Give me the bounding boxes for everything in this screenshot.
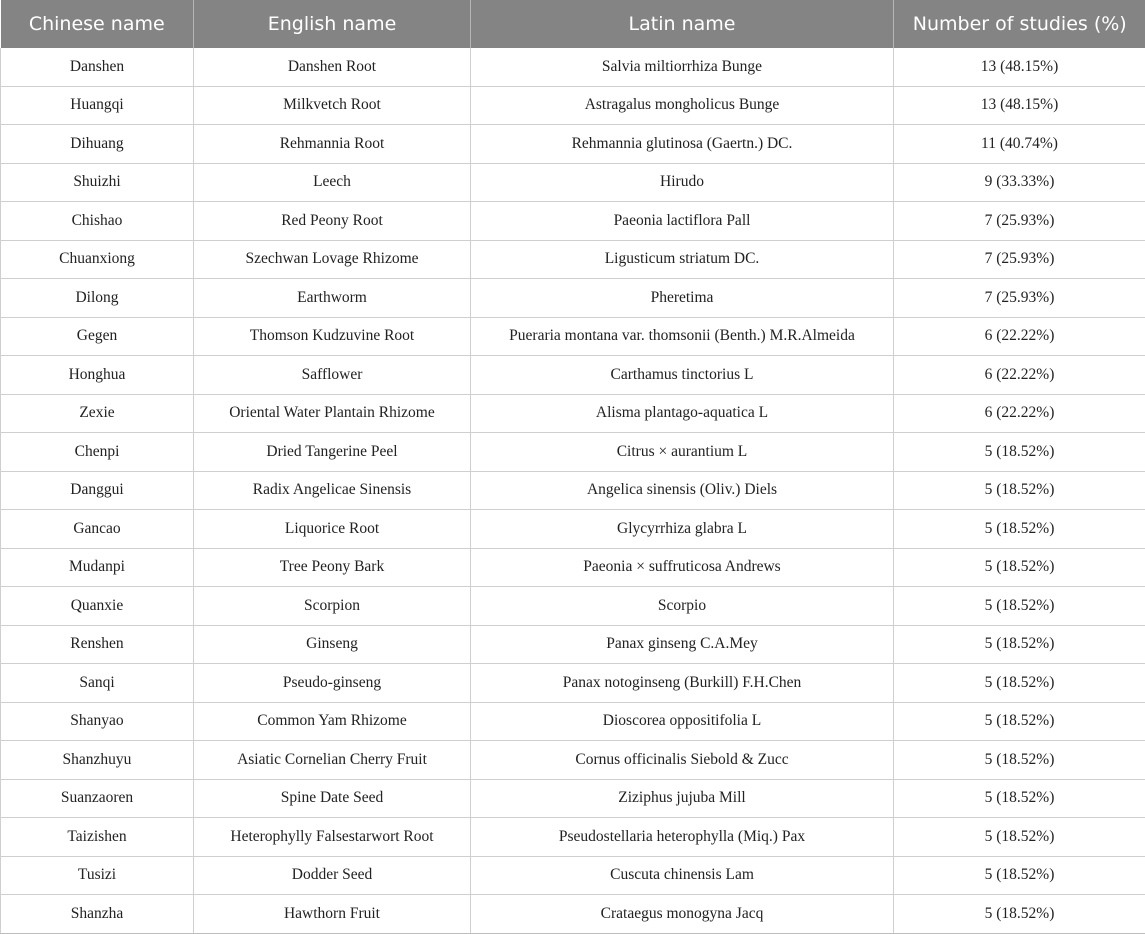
cell-latin-name: Paeonia × suffruticosa Andrews (471, 548, 894, 587)
cell-number-of-studies: 6 (22.22%) (894, 356, 1145, 395)
cell-chinese-name: Dihuang (1, 125, 194, 164)
cell-latin-name: Scorpio (471, 587, 894, 626)
table-row (1, 433, 1145, 472)
cell-chinese-name: Sanqi (1, 664, 194, 703)
cell-chinese-name: Shanzhuyu (1, 741, 194, 780)
cell-number-of-studies: 5 (18.52%) (894, 433, 1145, 472)
cell-english-name: Milkvetch Root (194, 86, 471, 125)
cell-number-of-studies: 5 (18.52%) (894, 895, 1145, 934)
cell-latin-name: Pueraria montana var. thomsonii (Benth.) M.R.Almeida (471, 317, 894, 356)
cell-number-of-studies: 5 (18.52%) (894, 818, 1145, 857)
cell-english-name: Red Peony Root (194, 202, 471, 241)
cell-latin-name: Pseudostellaria heterophylla (Miq.) Pax (471, 818, 894, 857)
cell-english-name: Dodder Seed (194, 856, 471, 895)
cell-english-name: Pseudo-ginseng (194, 664, 471, 703)
cell-latin-name: Alisma plantago-aquatica L (471, 394, 894, 433)
header-latin-name: Latin name (471, 0, 894, 48)
cell-number-of-studies: 5 (18.52%) (894, 471, 1145, 510)
cell-number-of-studies: 9 (33.33%) (894, 163, 1145, 202)
header-row (1, 0, 1145, 48)
header-number-of-studies: Number of studies (%) (894, 0, 1145, 48)
table-row (1, 279, 1145, 318)
cell-chinese-name: Danggui (1, 471, 194, 510)
cell-english-name: Oriental Water Plantain Rhizome (194, 394, 471, 433)
cell-english-name: Thomson Kudzuvine Root (194, 317, 471, 356)
table-row (1, 240, 1145, 279)
cell-english-name: Liquorice Root (194, 510, 471, 549)
cell-number-of-studies: 5 (18.52%) (894, 625, 1145, 664)
cell-chinese-name: Huangqi (1, 86, 194, 125)
cell-latin-name: Rehmannia glutinosa (Gaertn.) DC. (471, 125, 894, 164)
cell-chinese-name: Gegen (1, 317, 194, 356)
cell-chinese-name: Chuanxiong (1, 240, 194, 279)
cell-chinese-name: Shanyao (1, 702, 194, 741)
cell-number-of-studies: 13 (48.15%) (894, 48, 1145, 86)
cell-latin-name: Salvia miltiorrhiza Bunge (471, 48, 894, 86)
cell-chinese-name: Chenpi (1, 433, 194, 472)
cell-english-name: Spine Date Seed (194, 779, 471, 818)
cell-chinese-name: Honghua (1, 356, 194, 395)
table-row (1, 125, 1145, 164)
cell-number-of-studies: 7 (25.93%) (894, 202, 1145, 241)
cell-number-of-studies: 5 (18.52%) (894, 664, 1145, 703)
cell-english-name: Common Yam Rhizome (194, 702, 471, 741)
cell-chinese-name: Zexie (1, 394, 194, 433)
table-row (1, 741, 1145, 780)
cell-number-of-studies: 5 (18.52%) (894, 779, 1145, 818)
table-row (1, 202, 1145, 241)
table-row (1, 625, 1145, 664)
table-body (1, 48, 1145, 933)
cell-number-of-studies: 7 (25.93%) (894, 279, 1145, 318)
cell-english-name: Szechwan Lovage Rhizome (194, 240, 471, 279)
cell-latin-name: Carthamus tinctorius L (471, 356, 894, 395)
cell-number-of-studies: 13 (48.15%) (894, 86, 1145, 125)
cell-english-name: Asiatic Cornelian Cherry Fruit (194, 741, 471, 780)
cell-latin-name: Citrus × aurantium L (471, 433, 894, 472)
table-row (1, 48, 1145, 86)
cell-latin-name: Crataegus monogyna Jacq (471, 895, 894, 934)
cell-number-of-studies: 6 (22.22%) (894, 394, 1145, 433)
table-row (1, 895, 1145, 934)
cell-chinese-name: Shuizhi (1, 163, 194, 202)
cell-number-of-studies: 5 (18.52%) (894, 587, 1145, 626)
header-english-name: English name (194, 0, 471, 48)
table-row (1, 779, 1145, 818)
table-row (1, 356, 1145, 395)
cell-english-name: Danshen Root (194, 48, 471, 86)
cell-chinese-name: Quanxie (1, 587, 194, 626)
table-row (1, 856, 1145, 895)
cell-english-name: Ginseng (194, 625, 471, 664)
cell-english-name: Tree Peony Bark (194, 548, 471, 587)
cell-latin-name: Cornus officinalis Siebold & Zucc (471, 741, 894, 780)
cell-number-of-studies: 5 (18.52%) (894, 548, 1145, 587)
cell-latin-name: Ligusticum striatum DC. (471, 240, 894, 279)
cell-latin-name: Panax ginseng C.A.Mey (471, 625, 894, 664)
cell-chinese-name: Dilong (1, 279, 194, 318)
cell-english-name: Earthworm (194, 279, 471, 318)
cell-number-of-studies: 5 (18.52%) (894, 702, 1145, 741)
cell-english-name: Radix Angelicae Sinensis (194, 471, 471, 510)
cell-latin-name: Pheretima (471, 279, 894, 318)
cell-chinese-name: Tusizi (1, 856, 194, 895)
cell-latin-name: Glycyrrhiza glabra L (471, 510, 894, 549)
table-row (1, 86, 1145, 125)
table-row (1, 818, 1145, 857)
cell-number-of-studies: 11 (40.74%) (894, 125, 1145, 164)
cell-chinese-name: Gancao (1, 510, 194, 549)
cell-english-name: Scorpion (194, 587, 471, 626)
table-row (1, 548, 1145, 587)
cell-number-of-studies: 5 (18.52%) (894, 856, 1145, 895)
table-row (1, 510, 1145, 549)
cell-latin-name: Panax notoginseng (Burkill) F.H.Chen (471, 664, 894, 703)
cell-latin-name: Paeonia lactiflora Pall (471, 202, 894, 241)
cell-latin-name: Astragalus mongholicus Bunge (471, 86, 894, 125)
cell-english-name: Heterophylly Falsestarwort Root (194, 818, 471, 857)
table-row (1, 471, 1145, 510)
cell-english-name: Safflower (194, 356, 471, 395)
table-row (1, 702, 1145, 741)
cell-chinese-name: Suanzaoren (1, 779, 194, 818)
header-chinese-name: Chinese name (1, 0, 194, 48)
table-row (1, 317, 1145, 356)
cell-number-of-studies: 5 (18.52%) (894, 510, 1145, 549)
table-row (1, 587, 1145, 626)
cell-number-of-studies: 7 (25.93%) (894, 240, 1145, 279)
cell-english-name: Leech (194, 163, 471, 202)
table-row (1, 664, 1145, 703)
cell-latin-name: Cuscuta chinensis Lam (471, 856, 894, 895)
cell-latin-name: Dioscorea oppositifolia L (471, 702, 894, 741)
cell-english-name: Dried Tangerine Peel (194, 433, 471, 472)
cell-latin-name: Angelica sinensis (Oliv.) Diels (471, 471, 894, 510)
cell-chinese-name: Taizishen (1, 818, 194, 857)
cell-number-of-studies: 6 (22.22%) (894, 317, 1145, 356)
cell-chinese-name: Chishao (1, 202, 194, 241)
cell-chinese-name: Danshen (1, 48, 194, 86)
cell-english-name: Rehmannia Root (194, 125, 471, 164)
table-header (1, 0, 1145, 48)
table-row (1, 394, 1145, 433)
cell-chinese-name: Renshen (1, 625, 194, 664)
cell-number-of-studies: 5 (18.52%) (894, 741, 1145, 780)
table-row (1, 163, 1145, 202)
cell-english-name: Hawthorn Fruit (194, 895, 471, 934)
cell-latin-name: Hirudo (471, 163, 894, 202)
cell-chinese-name: Shanzha (1, 895, 194, 934)
cell-latin-name: Ziziphus jujuba Mill (471, 779, 894, 818)
cell-chinese-name: Mudanpi (1, 548, 194, 587)
